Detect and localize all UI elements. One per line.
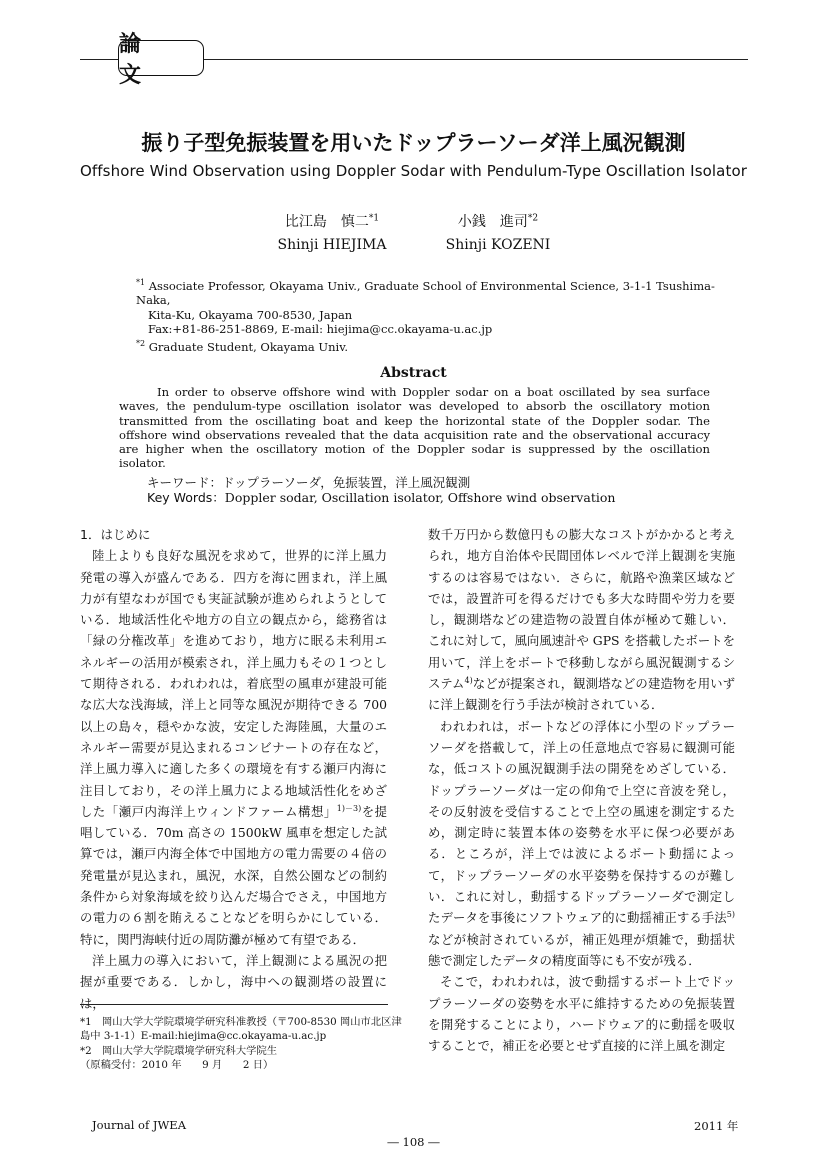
keywords-en	[147, 488, 615, 506]
affiliation-1-mark: *1	[136, 278, 146, 287]
author-2-name-ja: 小銭 進司	[457, 214, 528, 230]
header-rule-right	[204, 59, 748, 60]
author-1-name-ja: 比江島 慎二	[284, 214, 369, 230]
page-number: ― 108 ―	[387, 1135, 440, 1149]
right-column	[428, 524, 735, 1056]
reference-5: 5)	[726, 910, 735, 920]
section-heading: 1．はじめに	[80, 527, 151, 542]
keywords-en-sep: ：	[212, 490, 225, 505]
author-1-mark: *1	[368, 213, 380, 224]
left-paragraph-2: 洋上風力の導入において，洋上観測による風況の把握が重要である．しかし，海中への観測塔の設置に	[80, 952, 387, 990]
reference-1-3: 1)－3)	[336, 803, 362, 813]
left-column	[80, 524, 387, 1014]
title-japanese: 振り子型免振装置を用いたドップラーソーダ洋上風況観測	[141, 131, 686, 155]
author-1-name-en: Shinji HIEJIMA	[277, 237, 387, 253]
reference-4: 4)	[464, 675, 473, 685]
footnote-1-text: 岡山大学大学院環境学研究科准教授（〒700-8530 岡山市北区津島中 3-1-1）E-mail:hiejima@cc.okayama-u.ac.jp	[80, 1016, 402, 1043]
keywords-ja-label: キーワード	[147, 475, 210, 490]
author-2	[428, 211, 568, 253]
author-2-name-en: Shinji KOZENI	[445, 237, 551, 253]
left-paragraph-1: 陸上よりも良好な風況を求めて，世界的に洋上風力発電の導入が盛んである．四方を海に囲まれ，洋上風力が有望なわが国でも実証試験が進められようとしている．地域活性化や地方の自立の観点から，総務省は「緑の分権改革」を進めており，地方に眠る未利用エネルギーの活用が模索され，洋上風力もその１つとして期待される．われわれは，着底型の風車が建設可能な広大な浅海域，洋上と同等な風況が期待できる 700以上の島々，穏やかな波，安定した海陸風，大量のエネルギー需要が見込まれるコンビナートの存在など，洋上風力導入に適した多くの環境を有する瀬戸内海に注目しており，その洋上風力による地域活性化をめざした「瀬戸内海洋上ウィンドファーム構想」$^{1)-3)}$を提唱している．70m 高さの 1500kW 風車を想定した試算では，瀬戸内海全体で中国地方の電力需要の４倍の発電量が見込まれ，風況，水深，自然公園などの制約条件から対象海域を絞り込んだ場合でさえ，中国地方の電力の６割を賄えることなどを明らかにしている．特に，関門海峡付近の周防灘が極めて有望である．	[80, 548, 387, 947]
right-paragraph-3: そこで，われわれは，波で動揺するボート上でドップラーソーダの姿勢を水平に維持するための免振装置を開発することにより，ハードウェア的に動揺を吸収することで，補正を必要とせず直接的に洋上風を測定	[428, 974, 735, 1054]
journal-name: Journal of JWEA	[92, 1118, 186, 1132]
affiliations	[136, 276, 746, 354]
footnote-rule	[80, 1004, 388, 1005]
footnote-1	[80, 1015, 410, 1044]
abstract-text: In order to observe offshore wind with Doppler sodar on a boat oscillated by sea surface waves, the pendulum-type oscillation isolator was developed to absorb the oscillatory motion transmitted from the oscillating boat and keep the horizontal state of the Doppler sodar. The offshore wind observations revealed that the data acquisition rate and the observational accuracy are higher when the oscillatory motion of the Doppler sodar is suppressed by the oscillation isolator.	[119, 385, 710, 471]
keywords-en-value: Doppler sodar, Oscillation isolator, Offshore wind observation	[224, 490, 616, 505]
affiliation-2-mark: *2	[136, 338, 146, 348]
journal-year: 2011 年	[694, 1119, 739, 1133]
footnote-1-mark: *1	[80, 1016, 92, 1028]
footnote-2-mark: *2	[80, 1045, 92, 1057]
affiliation-1-line3: Fax:+81-86-251-8869, E-mail: hiejima@cc.okayama-u.ac.jp	[148, 322, 493, 337]
affiliation-1-line1: Associate Professor, Okayama Univ., Graduate School of Environmental Science, 3-1-1 Tsushima-Naka,	[136, 278, 715, 308]
right-paragraph-2: われわれは，ボートなどの浮体に小型のドップラーソーダを搭載して，洋上の任意地点で容易に観測可能な，低コストの風況観測手法の開発をめざしている．ドップラーソーダは一定の仰角で上空に音波を発し，その反射波を受信することで上空の風速を測定するため，測定時に装置本体の姿勢を水平に保つ必要がある．ところが，洋上では波によるボート動揺によって，ドップラーソーダの水平姿勢を保持するのが難しい．これに対し，動揺するドップラーソーダで測定したデータを事後にソフトウェア的に動揺補正する手法$^{5)}$などが検討されているが，補正処理が煩雑で，動揺状態で測定したデータの精度面等にも不安が残る．	[428, 718, 735, 968]
keywords-ja-sep: ：	[209, 475, 223, 490]
author-1	[262, 211, 402, 253]
keywords-ja-value: ドップラーソーダ，免振装置，洋上風況観測	[222, 475, 471, 490]
footnote-2	[80, 1044, 410, 1058]
title-english: Offshore Wind Observation using Doppler Sodar with Pendulum-Type Oscillation Isolator	[80, 162, 747, 180]
category-label: 論 文	[118, 40, 204, 76]
right-paragraph-1: 数千万円から数億円もの膨大なコストがかかると考えられ，地方自治体や民間団体レベルで洋上観測を実施するのは容易ではない．さらに，航路や漁業区域などでは，設置許可を得るだけでも多大な時間や労力を要し，観測塔などの建造物の設置自体が極めて難しい．これに対して，風向風速計や GPS を搭載したボートを用いて，洋上をボートで移動しながら風況観測するシステム$^{4)}$などが提案され，観測塔などの建造物を用いずに洋上観測を行う手法が検討されている．	[428, 527, 735, 713]
affiliation-1-line2: Kita-Ku, Okayama 700-8530, Japan	[148, 307, 353, 322]
header-rule-left	[80, 59, 118, 60]
received-date: （原稿受付：2010 年 9 月 2 日）	[80, 1059, 274, 1071]
author-2-mark: *2	[527, 213, 539, 224]
footnote-2-text: 岡山大学大学院環境学研究科大学院生	[102, 1045, 278, 1057]
keywords-en-label: Key Words	[147, 490, 213, 505]
affiliation-2-line1: Graduate Student, Okayama Univ.	[148, 339, 348, 354]
abstract-heading: Abstract	[380, 365, 447, 381]
